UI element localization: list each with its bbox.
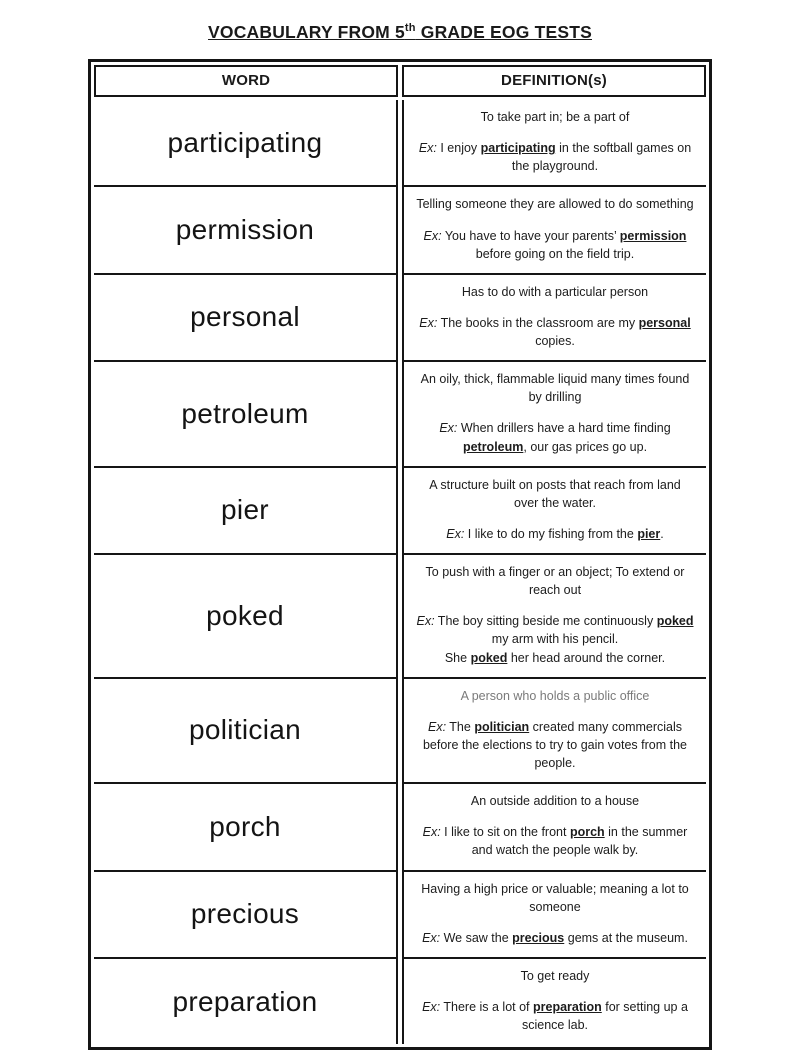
example-keyword: preparation	[533, 1000, 602, 1014]
example-prefix: Ex:	[419, 315, 438, 330]
definition-text: Has to do with a particular person	[461, 284, 649, 299]
example-text	[416, 929, 694, 947]
definition-cell	[402, 468, 706, 555]
definition-text: A person who holds a public office	[460, 688, 650, 703]
word-cell	[94, 275, 398, 362]
example-text	[416, 823, 694, 859]
header-word: WORD	[94, 65, 398, 97]
example-keyword: politician	[474, 719, 530, 734]
definition-cell	[402, 100, 706, 187]
example-prefix: Ex:	[446, 526, 465, 541]
word-cell	[94, 679, 398, 785]
example-prefix: Ex:	[416, 614, 435, 629]
example-prefix: Ex:	[422, 825, 441, 840]
vocab-word: permission	[175, 214, 315, 246]
table-header	[94, 65, 706, 97]
example-text	[416, 314, 694, 350]
vocab-table	[88, 59, 712, 1050]
definition-cell	[402, 872, 706, 959]
vocab-word: petroleum	[181, 397, 309, 429]
definition-text: To push with a finger or an object; To extend or reach out	[425, 565, 685, 598]
example-keyword: porch	[569, 825, 605, 840]
word-cell	[94, 362, 398, 468]
example-keyword: permission	[619, 228, 687, 243]
example-segment: I like to do my fishing from the	[464, 526, 638, 541]
example-segment: in the summer and watch the people walk by.	[471, 825, 688, 858]
header-definition: DEFINITION(s)	[402, 65, 706, 97]
word-cell	[94, 100, 398, 187]
vocab-word: poked	[206, 599, 284, 631]
vocab-word: personal	[190, 301, 300, 333]
definition-cell	[402, 555, 706, 679]
example-keyword: participating	[480, 141, 556, 156]
word-cell	[94, 784, 398, 871]
example-prefix: Ex:	[427, 719, 447, 734]
example-prefix: Ex:	[418, 141, 437, 156]
vocab-word: participating	[167, 126, 323, 158]
definition-cell	[402, 679, 706, 785]
example-keyword: pier	[637, 526, 661, 541]
definition-text: Having a high price or valuable; meaning a lot to someone	[421, 881, 689, 914]
example-segment: The boy sitting beside me continuously	[434, 614, 657, 629]
page-title-superscript: th	[404, 22, 416, 35]
example-prefix: Ex:	[423, 228, 442, 243]
word-cell	[94, 555, 398, 679]
example-segment: The	[446, 719, 475, 734]
example-segment: for setting up a science lab.	[521, 1000, 688, 1033]
example-segment: her head around the corner.	[507, 650, 666, 665]
example-keyword: personal	[638, 315, 691, 330]
example-segment: The books in the classroom are my	[437, 315, 639, 330]
vocab-word: politician	[189, 714, 301, 746]
word-cell	[94, 468, 398, 555]
example-segment: When drillers have a hard time finding	[457, 421, 671, 436]
example-segment: created many commercials before the elections to try to gain votes from the people.	[422, 719, 688, 770]
example-segment: I like to sit on the front	[440, 825, 570, 840]
word-cell	[94, 187, 398, 274]
example-prefix: Ex:	[422, 930, 441, 945]
vocab-word: porch	[209, 810, 281, 842]
example-segment: my arm with his pencil.	[491, 632, 619, 647]
example-segment: We saw the	[440, 930, 513, 945]
vocab-word: precious	[190, 898, 300, 930]
page-title-part2: GRADE EOG TESTS	[415, 22, 592, 42]
definition-cell	[402, 959, 706, 1044]
definition-text: To take part in; be a part of	[480, 110, 630, 124]
definition-cell	[402, 362, 706, 468]
example-keyword: precious	[512, 930, 565, 945]
definition-text: Telling someone they are allowed to do something	[416, 197, 694, 212]
definition-text: An oily, thick, flammable liquid many times found by drilling	[420, 372, 690, 405]
vocab-word: pier	[221, 494, 269, 526]
example-text	[416, 612, 694, 648]
example-keyword: poked	[470, 650, 508, 665]
example-text	[416, 649, 694, 667]
example-segment: before going on the field trip.	[475, 246, 635, 261]
definition-text: An outside addition to a house	[470, 794, 640, 809]
example-text	[416, 227, 694, 263]
definition-cell	[402, 187, 706, 274]
word-cell	[94, 959, 398, 1044]
page-title	[0, 22, 800, 43]
example-text	[416, 139, 694, 175]
vocab-word: preparation	[172, 985, 318, 1017]
example-prefix: Ex:	[439, 421, 458, 436]
example-segment: gems at the museum.	[564, 930, 688, 945]
example-prefix: Ex:	[422, 1000, 441, 1014]
definition-text: A structure built on posts that reach from land over the water.	[429, 477, 681, 510]
definition-cell	[402, 275, 706, 362]
example-segment: She	[444, 650, 471, 665]
example-text	[416, 998, 694, 1034]
example-text	[416, 525, 694, 543]
example-segment: There is a lot of	[440, 1000, 533, 1014]
table-body	[94, 100, 706, 1044]
example-segment: , our gas prices go up.	[523, 439, 648, 454]
example-keyword: petroleum	[462, 439, 524, 454]
example-text	[416, 718, 694, 772]
example-segment: You have to have your parents’	[441, 228, 620, 243]
example-segment: .	[660, 526, 664, 541]
definition-text: To get ready	[520, 968, 590, 983]
word-cell	[94, 872, 398, 959]
example-text	[416, 419, 694, 455]
example-segment: in the softball games on the playground.	[511, 141, 692, 174]
example-keyword: poked	[656, 614, 694, 629]
example-segment: I enjoy	[436, 141, 481, 156]
page-title-part1: VOCABULARY FROM 5	[208, 22, 405, 42]
definition-cell	[402, 784, 706, 871]
example-segment: copies.	[535, 334, 575, 348]
